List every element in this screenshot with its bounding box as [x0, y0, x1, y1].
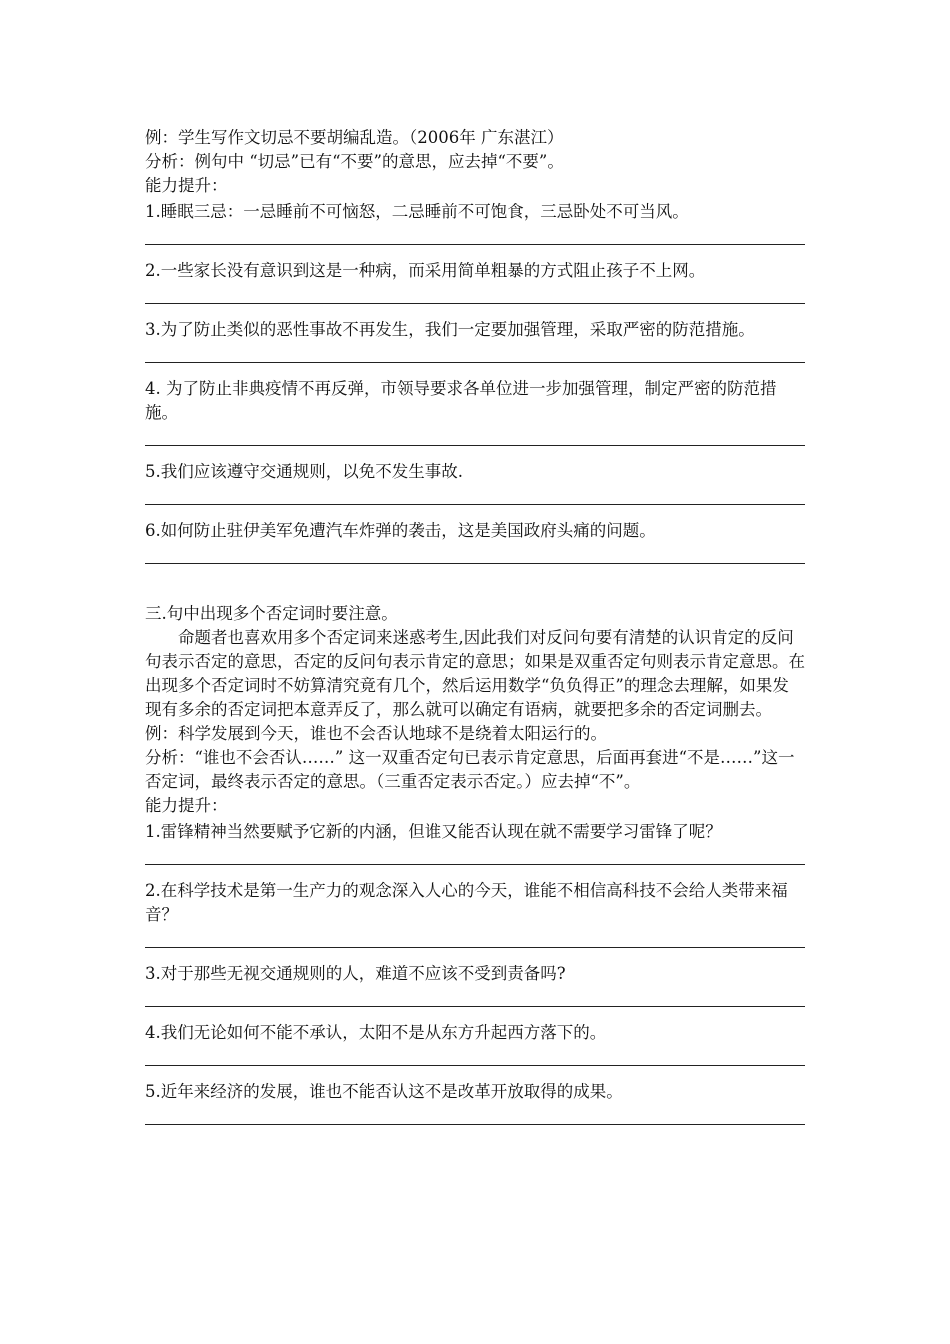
ability-heading: 能力提升： [145, 796, 228, 815]
exercise-item: 4. 为了防止非典疫情不再反弹，市领导要求各单位进一步加强管理，制定严密的防范措施。 [145, 379, 777, 422]
answer-line[interactable] [145, 303, 805, 304]
document-page [145, 126, 805, 1125]
answer-line[interactable] [145, 1065, 805, 1066]
analysis-text: 分析：“谁也不会否认……” 这一双重否定句已表示肯定意思，后面再套进“不是……”这一否定词，最终表示否定的意思。（三重否定表示否定。）应去掉“不”。 [145, 748, 795, 791]
exercise-item: 3.对于那些无视交通规则的人，难道不应该不受到责备吗? [145, 964, 566, 983]
exercise-item: 5.近年来经济的发展，谁也不能否认这不是改革开放取得的成果。 [145, 1082, 623, 1101]
example-sentence: 例：学生写作文切忌不要胡编乱造。（2006年 广东湛江） [145, 128, 564, 147]
section-heading: 三.句中出现多个否定词时要注意。 [145, 604, 398, 623]
exercise-item: 1.雷锋精神当然要赋予它新的内涵，但谁又能否认现在就不需要学习雷锋了呢？ [145, 822, 722, 841]
answer-line[interactable] [145, 244, 805, 245]
answer-line[interactable] [145, 504, 805, 505]
exercise-item: 1.睡眠三忌：一忌睡前不可恼怒，二忌睡前不可饱食，三忌卧处不可当风。 [145, 202, 689, 221]
exercise-item: 3.为了防止类似的恶性事故不再发生，我们一定要加强管理，采取严密的防范措施。 [145, 320, 755, 339]
answer-line[interactable] [145, 563, 805, 564]
exercise-item: 4.我们无论如何不能不承认，太阳不是从东方升起西方落下的。 [145, 1023, 607, 1042]
answer-line[interactable] [145, 445, 805, 446]
answer-line[interactable] [145, 947, 805, 948]
answer-line[interactable] [145, 1124, 805, 1125]
ability-heading: 能力提升： [145, 176, 228, 195]
answer-line[interactable] [145, 362, 805, 363]
exercise-item: 6.如何防止驻伊美军免遭汽车炸弹的袭击，这是美国政府头痛的问题。 [145, 521, 656, 540]
exercise-item: 2.在科学技术是第一生产力的观念深入人心的今天，谁能不相信高科技不会给人类带来福音？ [145, 881, 788, 924]
example-sentence: 例：科学发展到今天，谁也不会否认地球不是绕着太阳运行的。 [145, 724, 607, 743]
exercise-item: 5.我们应该遵守交通规则，以免不发生事故. [145, 462, 463, 481]
analysis-text: 分析：例句中 “切忌”已有“不要”的意思，应去掉“不要”。 [145, 152, 564, 171]
answer-line[interactable] [145, 1006, 805, 1007]
answer-line[interactable] [145, 864, 805, 865]
exercise-item: 2.一些家长没有意识到这是一种病，而采用简单粗暴的方式阻止孩子不上网。 [145, 261, 706, 280]
section-paragraph: 命题者也喜欢用多个否定词来迷惑考生,因此我们对反问句要有清楚的认识肯定的反问句表示否定的意思，否定的反问句表示肯定的意思；如果是双重否定句则表示肯定意思。在出现多个否定词时不妨算清究竟有几个，然后运用数学“负负得正”的理念去理解，如果发现有多余的否定词把本意弄反了，那么就可以确定有语病，就要把多余的否定词删去。 [145, 628, 805, 719]
